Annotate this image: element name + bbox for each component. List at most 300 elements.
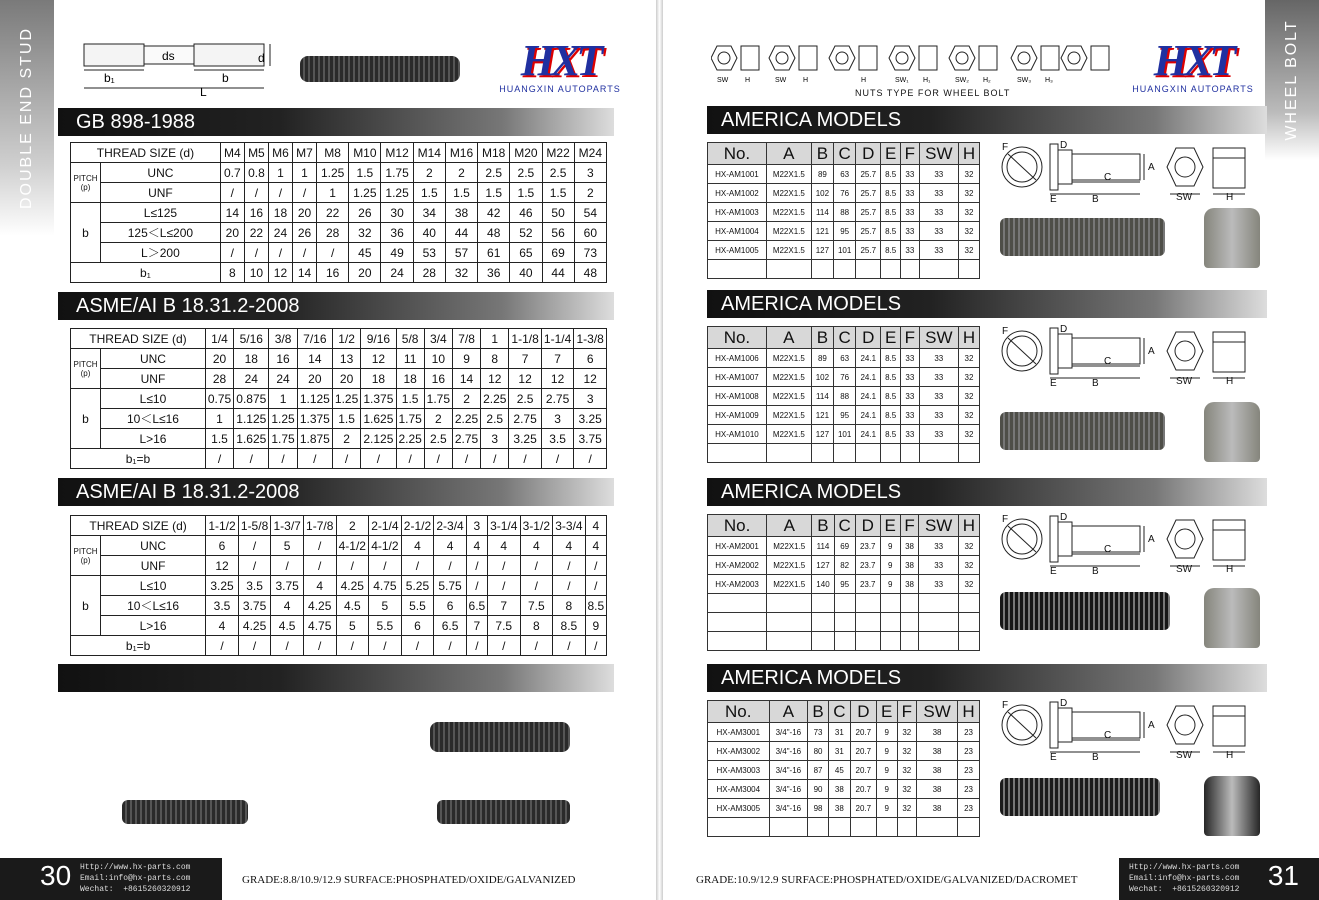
- table-cell: 3.5: [206, 596, 239, 616]
- b-label: b: [71, 389, 101, 449]
- header-cell: 7/16: [297, 329, 332, 349]
- section-title-bar: [707, 106, 1267, 134]
- wheel-bolt-drawing: [998, 140, 1258, 202]
- table-cell: 23: [958, 723, 980, 742]
- table-cell: 24.1: [856, 406, 881, 425]
- table-cell: 9: [876, 723, 897, 742]
- drawing-label-c: C: [1104, 730, 1112, 741]
- nut-dimension-label: H₃: [1045, 77, 1053, 84]
- table-cell: [812, 613, 834, 632]
- table-row: [71, 263, 607, 283]
- header-cell: C: [834, 143, 856, 165]
- row-label: UNF: [101, 556, 206, 576]
- table-cell: 7.5: [487, 616, 520, 636]
- table-cell: 3/4"-16: [769, 780, 808, 799]
- table-cell: 28: [205, 369, 233, 389]
- header-cell: A: [766, 143, 811, 165]
- table-cell: 5.5: [401, 596, 434, 616]
- table-cell: 25.7: [856, 203, 881, 222]
- table-cell: HX-AM3002: [708, 742, 770, 761]
- table-cell: 76: [834, 184, 856, 203]
- table-row: [708, 222, 980, 241]
- table-cell: 6.5: [466, 596, 487, 616]
- table-cell: 127: [811, 241, 833, 260]
- section-title-bar: [58, 478, 614, 506]
- table-cell: 88: [834, 387, 856, 406]
- header-cell: A: [767, 515, 812, 537]
- table-cell: 20: [333, 369, 361, 389]
- header-cell: M4: [220, 143, 244, 163]
- table-cell: /: [238, 636, 271, 656]
- table-cell: 4: [487, 536, 520, 556]
- header-cell: 1-3/8: [574, 329, 607, 349]
- header-cell: H: [958, 701, 980, 723]
- table-cell: 10: [244, 263, 268, 283]
- header-cell: 1-1/8: [509, 329, 541, 349]
- table-row: [708, 818, 980, 837]
- page-gutter: [656, 0, 663, 900]
- header-cell: 1-3/7: [271, 516, 304, 536]
- table-cell: 1: [292, 163, 316, 183]
- table-cell: 1.375: [361, 389, 396, 409]
- table-cell: /: [238, 556, 271, 576]
- table-cell: 38: [917, 799, 958, 818]
- table-cell: 1.5: [333, 409, 361, 429]
- drawing-label-h: H: [1226, 750, 1234, 760]
- table-cell: 61: [478, 243, 510, 263]
- nut-dimension-label: SW: [717, 77, 729, 84]
- table-cell: 8.5: [881, 368, 901, 387]
- header-cell: THREAD SIZE (d): [71, 516, 206, 536]
- header-cell: M5: [244, 143, 268, 163]
- table-row: [71, 183, 607, 203]
- row-label: L>16: [101, 429, 206, 449]
- table-cell: M22X1.5: [766, 425, 811, 444]
- brand-text: HUANGXIN AUTOPARTS: [1132, 84, 1254, 94]
- table-cell: [812, 632, 834, 651]
- table-cell: /: [466, 636, 487, 656]
- table-cell: 1.5: [349, 163, 381, 183]
- table-cell: 1.625: [361, 409, 396, 429]
- table-cell: 4.75: [369, 576, 402, 596]
- brand-logo: [485, 38, 635, 94]
- header-cell: 3: [466, 516, 487, 536]
- table-cell: 38: [828, 799, 850, 818]
- nut-dimension-label: SW₃: [1017, 77, 1032, 84]
- table-cell: 42: [478, 203, 510, 223]
- table-cell: 45: [349, 243, 381, 263]
- table-cell: 38: [828, 780, 850, 799]
- table-cell: [769, 818, 808, 837]
- table-cell: 7.5: [520, 596, 553, 616]
- table-cell: 25.7: [856, 165, 881, 184]
- table-cell: 3: [574, 163, 606, 183]
- table-cell: 18: [396, 369, 424, 389]
- table-row: [708, 632, 980, 651]
- table-cell: 32: [349, 223, 381, 243]
- row-label: b₁=b: [71, 449, 206, 469]
- table-cell: [708, 594, 767, 613]
- header-cell: C: [834, 515, 855, 537]
- table-cell: /: [487, 556, 520, 576]
- row-label: 10＜L≤16: [101, 596, 206, 616]
- section-title: ASME/AI B 18.31.2-2008: [76, 295, 300, 317]
- table-cell: 36: [381, 223, 413, 243]
- header-cell: H: [958, 515, 979, 537]
- table-cell: 1.5: [510, 183, 542, 203]
- header-cell: F: [901, 327, 920, 349]
- table-cell: 10: [424, 349, 452, 369]
- table-cell: 1: [268, 163, 292, 183]
- section-title-bar: [707, 664, 1267, 692]
- table-cell: 33: [901, 349, 920, 368]
- row-label: UNC: [101, 163, 221, 183]
- table-cell: 121: [811, 222, 833, 241]
- table-cell: /: [268, 183, 292, 203]
- stud-photo-3: [122, 800, 248, 824]
- page-footer: [1119, 858, 1319, 900]
- table-cell: 2: [333, 429, 361, 449]
- table-cell: 20.7: [850, 780, 876, 799]
- table-cell: 3.25: [509, 429, 541, 449]
- table-cell: 9: [880, 556, 900, 575]
- side-title: DOUBLE END STUD: [18, 26, 35, 210]
- table-cell: /: [361, 449, 396, 469]
- table-cell: [958, 594, 979, 613]
- drawing-label-c: C: [1104, 544, 1112, 555]
- drawing-label-b: B: [1092, 194, 1099, 202]
- table-cell: /: [509, 449, 541, 469]
- contact-info: Http://www.hx-parts.com Email:info@hx-parts.com Wechat: +8615260320912: [80, 863, 191, 894]
- table-cell: [856, 444, 881, 463]
- table-row: [708, 387, 980, 406]
- table-cell: /: [292, 183, 316, 203]
- table-cell: /: [333, 449, 361, 469]
- header-cell: F: [897, 701, 916, 723]
- header-cell: M16: [445, 143, 477, 163]
- header-cell: M24: [574, 143, 606, 163]
- table-row: [708, 444, 980, 463]
- table-cell: 33: [901, 165, 920, 184]
- header-cell: D: [855, 515, 880, 537]
- table-cell: [900, 594, 919, 613]
- table-cell: 1.25: [317, 163, 349, 183]
- header-cell: No.: [708, 327, 767, 349]
- table-cell: 36: [478, 263, 510, 283]
- table-cell: /: [434, 556, 467, 576]
- table-row: [71, 349, 607, 369]
- table-cell: 33: [919, 184, 958, 203]
- table-cell: 18: [234, 349, 269, 369]
- table-cell: 95: [834, 575, 855, 594]
- table-cell: HX-AM3005: [708, 799, 770, 818]
- table-cell: 1: [269, 389, 297, 409]
- table-cell: 38: [917, 780, 958, 799]
- table-header-row: [71, 516, 607, 536]
- table-cell: [767, 594, 812, 613]
- table-cell: 4: [434, 536, 467, 556]
- table-cell: /: [269, 449, 297, 469]
- nut-dimension-label: SW: [775, 77, 787, 84]
- table-cell: 32: [897, 780, 916, 799]
- row-label: L≤10: [101, 576, 206, 596]
- table-row: [708, 594, 980, 613]
- table-cell: 3: [481, 429, 509, 449]
- table-cell: 4-1/2: [336, 536, 369, 556]
- drawing-label-sw: SW: [1176, 750, 1193, 760]
- wheel-bolt-drawing: [998, 512, 1258, 574]
- table-cell: HX-AM3004: [708, 780, 770, 799]
- table-cell: [767, 613, 812, 632]
- table-cell: 20: [349, 263, 381, 283]
- table-cell: 1.25: [333, 389, 361, 409]
- drawing-label-a: A: [1148, 162, 1155, 173]
- table-cell: 2.5: [478, 163, 510, 183]
- table-cell: 40: [510, 263, 542, 283]
- header-cell: No.: [708, 143, 767, 165]
- table-row: [71, 389, 607, 409]
- table-cell: 32: [958, 575, 979, 594]
- wheel-nut-photo: [1204, 208, 1260, 268]
- table-cell: 7: [509, 349, 541, 369]
- table-row: [71, 429, 607, 449]
- table-cell: /: [401, 636, 434, 656]
- header-cell: 1-1/2: [206, 516, 239, 536]
- wheel-nut-photo: [1204, 588, 1260, 648]
- header-cell: 3/4: [424, 329, 452, 349]
- header-cell: SW: [919, 327, 958, 349]
- drawing-label-e: E: [1050, 194, 1057, 202]
- nut-types-diagram: [711, 38, 1151, 86]
- table-cell: 82: [834, 556, 855, 575]
- table-cell: 1.5: [396, 389, 424, 409]
- table-row: [708, 537, 980, 556]
- table-cell: HX-AM1004: [708, 222, 767, 241]
- table-row: [708, 406, 980, 425]
- table-cell: [834, 260, 856, 279]
- table-cell: 3.25: [574, 409, 607, 429]
- table-cell: HX-AM1007: [708, 368, 767, 387]
- table-cell: 23: [958, 799, 980, 818]
- table-cell: 3/4"-16: [769, 761, 808, 780]
- table-row: [71, 203, 607, 223]
- table-cell: 127: [812, 556, 834, 575]
- table-cell: [880, 594, 900, 613]
- row-label: 10＜L≤16: [101, 409, 206, 429]
- drawing-label-f: F: [1002, 326, 1009, 337]
- brand-logo: [1118, 38, 1268, 94]
- table-cell: 3.75: [574, 429, 607, 449]
- header-cell: 1-7/8: [303, 516, 336, 536]
- table-cell: [876, 818, 897, 837]
- table-cell: [708, 613, 767, 632]
- table-cell: 5: [271, 536, 304, 556]
- table-cell: 2: [574, 183, 606, 203]
- table-cell: 32: [897, 723, 916, 742]
- table-row: [71, 449, 607, 469]
- table-cell: 38: [445, 203, 477, 223]
- section-title: AMERICA MODELS: [721, 481, 902, 503]
- table-cell: 4.25: [238, 616, 271, 636]
- header-cell: M10: [349, 143, 381, 163]
- table-cell: 4.25: [303, 596, 336, 616]
- drawing-label-f: F: [1002, 514, 1009, 525]
- header-cell: 5/16: [234, 329, 269, 349]
- stud-photo-2: [430, 722, 570, 752]
- table-cell: 28: [413, 263, 445, 283]
- table-cell: 127: [811, 425, 833, 444]
- table-cell: 1: [317, 183, 349, 203]
- row-label: UNC: [101, 349, 206, 369]
- table-cell: /: [244, 183, 268, 203]
- page-number: 30: [40, 860, 72, 891]
- table-cell: 0.75: [205, 389, 233, 409]
- table-cell: 48: [574, 263, 606, 283]
- table-cell: /: [271, 556, 304, 576]
- header-cell: 1-1/4: [541, 329, 573, 349]
- table-cell: 102: [811, 184, 833, 203]
- header-cell: H: [958, 143, 979, 165]
- table-cell: HX-AM1008: [708, 387, 767, 406]
- table-cell: 90: [808, 780, 829, 799]
- drawing-label-d: D: [1060, 512, 1068, 523]
- table-cell: 1.75: [424, 389, 452, 409]
- table-cell: 25.7: [856, 222, 881, 241]
- table-cell: HX-AM3001: [708, 723, 770, 742]
- table-cell: 63: [834, 165, 856, 184]
- header-cell: E: [880, 515, 900, 537]
- table-cell: 33: [919, 387, 958, 406]
- table-cell: 52: [510, 223, 542, 243]
- table-cell: HX-AM1010: [708, 425, 767, 444]
- table-cell: 114: [811, 387, 833, 406]
- table-cell: M22X1.5: [767, 556, 812, 575]
- table-cell: [812, 594, 834, 613]
- table-cell: 8: [553, 596, 586, 616]
- table-cell: /: [520, 556, 553, 576]
- table-cell: 32: [958, 184, 979, 203]
- label-d: d: [258, 51, 265, 65]
- table-cell: [834, 613, 855, 632]
- table-cell: 1: [205, 409, 233, 429]
- table-cell: 6: [401, 616, 434, 636]
- table-cell: 33: [901, 387, 920, 406]
- table-cell: 7: [541, 349, 573, 369]
- table-cell: 4: [206, 616, 239, 636]
- table-row: [71, 636, 607, 656]
- row-label: UNC: [101, 536, 206, 556]
- table-cell: 2.5: [481, 409, 509, 429]
- table-cell: 1.25: [349, 183, 381, 203]
- table-cell: 33: [919, 222, 958, 241]
- header-cell: 2-3/4: [434, 516, 467, 536]
- wheel-bolt-drawing: [998, 698, 1258, 760]
- table-cell: M22X1.5: [766, 184, 811, 203]
- table-cell: 16: [424, 369, 452, 389]
- table-row: [708, 368, 980, 387]
- table-cell: HX-AM2002: [708, 556, 767, 575]
- table-cell: 4: [466, 536, 487, 556]
- header-cell: 3-1/2: [520, 516, 553, 536]
- section-title-bar: [707, 290, 1267, 318]
- table-cell: 2: [452, 389, 480, 409]
- america-model-table: [707, 142, 980, 279]
- table-cell: /: [434, 636, 467, 656]
- table-cell: 23: [958, 761, 980, 780]
- row-label: L≤125: [101, 203, 221, 223]
- table-cell: 3.75: [238, 596, 271, 616]
- table-cell: [850, 818, 876, 837]
- drawing-label-a: A: [1148, 720, 1155, 731]
- table-cell: 114: [812, 537, 834, 556]
- header-cell: E: [881, 143, 901, 165]
- table-row: [71, 243, 607, 263]
- table-cell: /: [520, 636, 553, 656]
- row-label: UNF: [101, 183, 221, 203]
- header-cell: SW: [919, 143, 958, 165]
- header-cell: E: [881, 327, 901, 349]
- table-row: [71, 596, 607, 616]
- table-cell: 2: [445, 163, 477, 183]
- table-cell: 32: [958, 425, 979, 444]
- table-cell: 20.7: [850, 761, 876, 780]
- header-cell: M14: [413, 143, 445, 163]
- table-cell: [767, 632, 812, 651]
- table-cell: 34: [413, 203, 445, 223]
- section-title-bar: [58, 108, 614, 136]
- table-cell: 33: [901, 425, 920, 444]
- table-cell: 38: [900, 537, 919, 556]
- table-cell: 95: [834, 222, 856, 241]
- table-cell: /: [466, 576, 487, 596]
- table-row: [71, 163, 607, 183]
- table-cell: /: [303, 536, 336, 556]
- table-cell: [881, 260, 901, 279]
- table-cell: /: [268, 243, 292, 263]
- table-cell: M22X1.5: [766, 165, 811, 184]
- table-cell: /: [205, 449, 233, 469]
- table-cell: 1.125: [234, 409, 269, 429]
- drawing-label-h: H: [1226, 192, 1234, 202]
- table-cell: 20.7: [850, 723, 876, 742]
- drawing-label-a: A: [1148, 534, 1155, 545]
- header-cell: D: [850, 701, 876, 723]
- table-row: [71, 223, 607, 243]
- table-cell: [834, 632, 855, 651]
- header-cell: E: [876, 701, 897, 723]
- table-cell: 2.5: [509, 389, 541, 409]
- table-cell: 5: [336, 616, 369, 636]
- table-cell: 50: [542, 203, 574, 223]
- table-cell: 20: [220, 223, 244, 243]
- table-cell: /: [369, 556, 402, 576]
- table-cell: 26: [349, 203, 381, 223]
- table-cell: HX-AM1009: [708, 406, 767, 425]
- table-cell: M22X1.5: [766, 349, 811, 368]
- drawing-label-b: B: [1092, 752, 1099, 760]
- table-cell: 16: [317, 263, 349, 283]
- table-cell: 2.25: [452, 409, 480, 429]
- header-cell: 3/8: [269, 329, 297, 349]
- table-cell: 1.5: [542, 183, 574, 203]
- table-cell: 2.75: [452, 429, 480, 449]
- table-cell: 46: [510, 203, 542, 223]
- table-cell: 33: [919, 241, 958, 260]
- table-cell: 57: [445, 243, 477, 263]
- header-cell: C: [828, 701, 850, 723]
- table-cell: /: [424, 449, 452, 469]
- table-cell: 1.75: [396, 409, 424, 429]
